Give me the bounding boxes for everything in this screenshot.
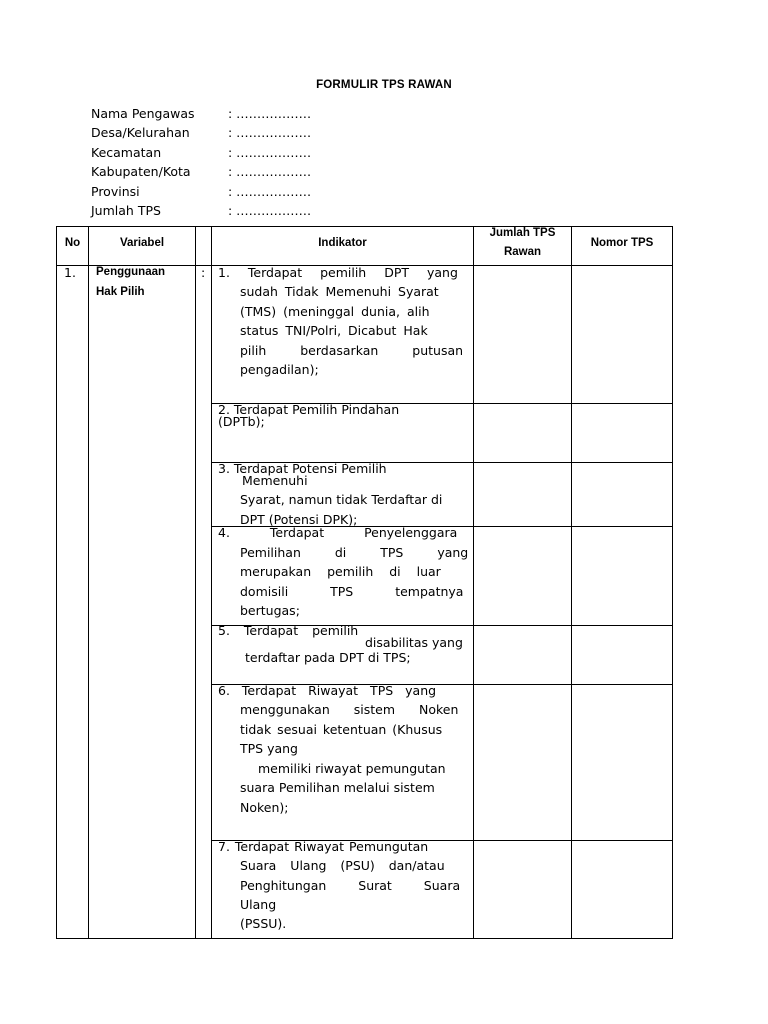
column-divider: [473, 226, 474, 939]
indicator-3-line: Syarat, namun tidak Terdaftar di: [240, 492, 443, 507]
field-value: : ………………: [228, 164, 312, 180]
field-value: : ………………: [228, 183, 312, 199]
indicator-2-line: (DPTb);: [218, 414, 265, 429]
indicator-5-line: disabilitas yang: [365, 635, 463, 650]
indicator-1-line: [218, 265, 467, 281]
header-variabel: Variabel: [119, 237, 165, 249]
indicator-3-line: DPT (Potensi DPK);: [240, 512, 358, 527]
indicator-5-line: 5. Terdapat pemilih: [218, 623, 359, 638]
table-border-right: [672, 226, 673, 939]
field-label: Kecamatan: [91, 144, 162, 160]
indicator-1-line: (TMS) (meninggal dunia, alih: [240, 304, 430, 319]
indicator-7-line: 7. Terdapat Riwayat Pemungutan: [218, 839, 429, 854]
indicator-6-line: tidak sesuai ketentuan (Khusus: [240, 722, 443, 737]
indicator-3-line: Memenuhi: [242, 473, 308, 488]
table-border-bottom: [56, 938, 673, 939]
header-indikator: Indikator: [318, 237, 367, 249]
indicator-6-line: TPS yang: [240, 741, 298, 756]
indicator-7-line: Ulang: [240, 897, 277, 912]
indicator-4-line: Pemilihan di TPS yang: [240, 545, 469, 560]
header-nomor-tps: Nomor TPS: [590, 237, 654, 249]
field-value: : ………………: [228, 106, 312, 121]
indicator-2-line: 2. Terdapat Pemilih Pindahan: [218, 402, 400, 417]
column-divider: [571, 226, 572, 939]
indicator-5-line: terdaftar pada DPT di TPS;: [245, 650, 411, 665]
indicator-4-line: bertugas;: [240, 603, 300, 618]
indicator-1-line: pilih berdasarkan putusan: [240, 343, 464, 358]
variabel-line1: Penggunaan: [96, 266, 166, 278]
header-jumlah-tps-line2: Rawan: [503, 246, 542, 258]
variabel-line2: Hak Pilih: [96, 286, 145, 298]
field-value: : ………………: [228, 202, 312, 218]
indicator-7-line: Penghitungan Surat Suara: [240, 878, 461, 893]
indicator-text: 1. Terdapat pemilih DPT yang: [218, 265, 458, 280]
indicator-6-line: suara Pemilihan melalui sistem: [240, 780, 435, 795]
colon-separator: :: [201, 265, 206, 280]
field-label: Kabupaten/Kota: [91, 164, 191, 180]
row-number: 1.: [64, 265, 76, 280]
indicator-4-line: 4. Terdapat Penyelenggara: [218, 525, 458, 540]
field-label: Jumlah TPS: [91, 202, 161, 218]
indicator-6-line: 6. Terdapat Riwayat TPS yang: [218, 683, 437, 698]
indicator-1-line: pengadilan);: [240, 362, 319, 377]
field-label: Nama Pengawas: [91, 106, 195, 121]
indicator-6-line: Noken);: [240, 800, 289, 815]
indicator-3-line: 3. Terdapat Potensi Pemilih: [218, 461, 387, 476]
header-jumlah-tps-line1: Jumlah TPS: [489, 227, 556, 239]
indicator-1-line: status TNI/Polri, Dicabut Hak: [240, 323, 428, 338]
indicator-4-line: merupakan pemilih di luar: [240, 564, 441, 579]
indicator-7-line: (PSSU).: [240, 916, 287, 931]
indicator-6-line: memiliki riwayat pemungutan: [258, 761, 446, 776]
field-value: : ………………: [228, 144, 312, 160]
indicator-4-line: domisili TPS tempatnya: [240, 584, 464, 599]
field-value: : ………………: [228, 125, 312, 141]
column-divider: [195, 226, 196, 939]
table-border-top: [56, 226, 673, 227]
indicator-7-line: Suara Ulang (PSU) dan/atau: [240, 858, 445, 873]
field-label: Desa/Kelurahan: [91, 125, 190, 141]
column-divider: [211, 226, 212, 939]
indicator-1-line: sudah Tidak Memenuhi Syarat: [240, 284, 439, 299]
column-divider: [88, 226, 89, 939]
form-title: FORMULIR TPS RAWAN: [316, 79, 452, 91]
table-border-left: [56, 226, 57, 939]
indicator-6-line: menggunakan sistem Noken: [240, 702, 459, 717]
field-label: Provinsi: [91, 183, 140, 199]
header-no: No: [64, 237, 81, 249]
